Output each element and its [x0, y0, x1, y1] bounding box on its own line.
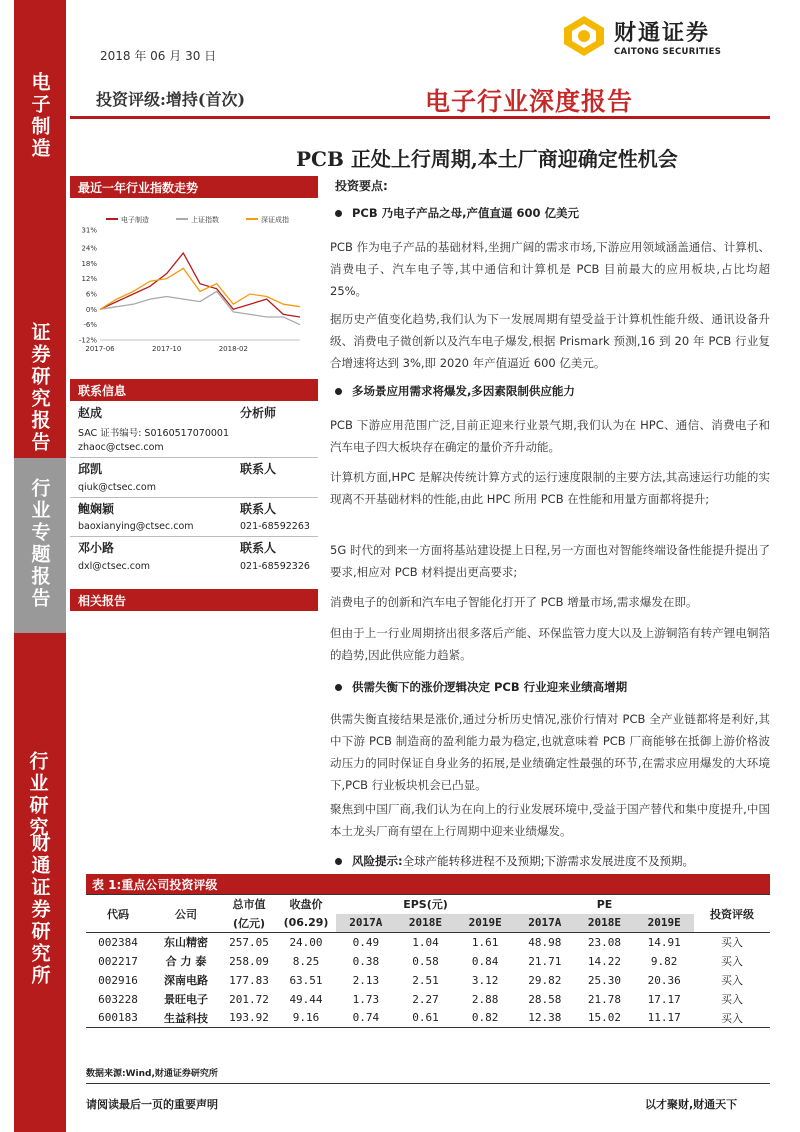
index-chart-svg [70, 208, 318, 358]
series-line [100, 291, 300, 324]
table-cell: 景旺电子 [164, 993, 208, 1006]
year-header: 2017A [336, 914, 396, 933]
table-cell: 257.05 [229, 935, 269, 949]
paragraph: PCB 下游应用范围广泛,目前正迎来行业景气期,我们认为在 HPC、通信、消费电子和汽车电子四大板块存在确定的量价齐升动能。 [330, 418, 770, 454]
paragraph: 消费电子的创新和汽车电子智能化打开了 PCB 增量市场,需求爆发在即。 [330, 595, 698, 609]
y-tick-label: 31% [81, 226, 97, 235]
sidebar-report-type [14, 300, 66, 458]
table-cell: 11.17 [647, 1011, 681, 1025]
table-cell: 0.38 [352, 954, 380, 968]
sidebar-category-text: 电子制造 [28, 72, 51, 160]
x-tick-label: 2017-10 [152, 345, 182, 353]
sidebar-report-type-text: 证券研究报告 [28, 322, 51, 454]
table-row [86, 971, 770, 990]
table-cell: 买入 [721, 974, 743, 987]
legend-label: 电子制造 [121, 216, 149, 224]
table-cell: 002384 [98, 935, 138, 949]
column-header: 收盘价 [289, 898, 323, 912]
table-cell: 21.71 [528, 954, 562, 968]
risk-warning [335, 853, 694, 869]
y-tick-label: -12% [78, 336, 97, 345]
table-cell: 9.16 [292, 1011, 320, 1025]
table-cell: 0.49 [352, 935, 380, 949]
table-cell: 63.51 [289, 973, 323, 987]
column-header: PE [596, 897, 613, 911]
contact-role: 联系人 [240, 462, 277, 476]
risk-label: 风险提示: [352, 854, 403, 868]
table-cell: 1.04 [412, 935, 439, 949]
table-cell: 23.08 [587, 935, 622, 949]
bullet-icon [335, 388, 342, 395]
table-cell: 15.02 [587, 1011, 622, 1025]
year-header: 2019E [455, 914, 515, 933]
table-cell: 2.51 [412, 973, 439, 987]
contact-name: 鲍娴颖 [78, 502, 115, 516]
paragraph: 计算机方面,HPC 是解决传统计算方式的运行速度限制的主要方法,其高速运行功能的实现离不开基础材料的性能,由此 HPC 所用 PCB 在性能和用量方面都将提升; [330, 470, 770, 506]
bullet-icon [335, 858, 342, 865]
table-cell: 177.83 [229, 973, 269, 987]
footer-disclaimer[interactable]: 请阅读最后一页的重要声明 [86, 1098, 218, 1111]
logo-english-name: CAITONG SECURITIES [614, 46, 722, 57]
table-cell: 深南电路 [164, 974, 208, 987]
paragraph: 但由于上一行业周期挤出很多落后产能、环保监管力度大以及上游铜箔有转产锂电铜箔的趋势,因此供应能力趋紧。 [330, 626, 770, 662]
column-header: (亿元) [232, 916, 266, 930]
sidebar-institute-text: 财通证券研究所 [28, 833, 51, 987]
table-cell: 29.82 [528, 973, 562, 987]
table-cell: 002916 [98, 973, 138, 987]
table-cell: 12.38 [528, 1011, 562, 1025]
table-cell: 603228 [98, 992, 138, 1006]
table-cell: 0.74 [352, 1011, 380, 1025]
y-tick-label: 6% [85, 290, 97, 299]
logo-emblem-icon [560, 14, 608, 58]
related-section-header: 相关报告 [70, 589, 318, 611]
bullet-point [335, 383, 575, 399]
bullet-point [335, 679, 627, 695]
contact-name: 邱凯 [78, 462, 103, 476]
column-header: 代码 [107, 907, 129, 921]
year-header: 2019E [634, 914, 694, 933]
company-rating-table [86, 874, 770, 1028]
bullet-icon [335, 684, 342, 691]
table-cell: 生益科技 [164, 1011, 208, 1025]
report-subtitle: PCB 正处上行周期,本土厂商迎确定性机会 [296, 147, 678, 171]
column-header: 投资评级 [710, 907, 754, 921]
table-cell: 17.17 [647, 992, 681, 1006]
table-cell: 0.84 [471, 954, 499, 968]
year-header: 2018E [575, 914, 635, 933]
y-tick-label: 18% [81, 259, 97, 268]
bullet-text: PCB 乃电子产品之母,产值直逼 600 亿美元 [352, 206, 580, 220]
table-cell: 201.72 [229, 992, 269, 1006]
table-row [86, 933, 770, 952]
contact-divider [70, 536, 318, 537]
column-header: 公司 [175, 907, 197, 921]
risk-text: 全球产能转移进程不及预期;下游需求发展进度不及预期。 [402, 854, 694, 868]
table-title: 表 1:重点公司投资评级 [86, 874, 770, 894]
table-cell: 24.00 [289, 935, 323, 949]
sidebar-institute [14, 833, 66, 987]
table-cell: 49.44 [289, 992, 323, 1006]
index-chart [70, 208, 318, 358]
table-cell: 买入 [721, 993, 743, 1006]
footer-slogan: 以才聚财,财通天下 [645, 1098, 738, 1111]
table-cell: 2.27 [412, 992, 439, 1006]
year-header: 2018E [396, 914, 456, 933]
table-cell: 1.73 [352, 992, 380, 1006]
contact-role: 联系人 [240, 541, 277, 555]
table-cell: 2.13 [352, 973, 380, 987]
paragraph: 据历史产值变化趋势,我们认为下一发展周期有望受益于计算机性能升级、通讯设备升级、消费电子微创新以及汽车电子爆发,根据 Prismark 预测,16 到 20 年 PCB 行业复合增速将达到 3%,即 2020 年产值逼近 600 亿美元。 [330, 312, 770, 370]
bullet-icon [335, 210, 342, 217]
table-row [86, 990, 770, 1009]
contact-divider [70, 497, 318, 498]
table-cell: 14.22 [587, 954, 622, 968]
table-cell: 600183 [98, 1011, 138, 1025]
y-tick-label: 24% [81, 244, 97, 253]
table-cell: 48.98 [528, 935, 562, 949]
table-cell: 002217 [98, 954, 138, 968]
contact-role: 分析师 [240, 406, 277, 420]
header-divider [70, 116, 770, 119]
legend-label: 深证成指 [261, 216, 289, 224]
contact-email[interactable]: zhaoc@ctsec.com [78, 442, 164, 453]
table-cell: 买入 [721, 1011, 743, 1025]
table-row [86, 1009, 770, 1028]
table-cell: 258.09 [229, 954, 269, 968]
column-header: (06.29) [283, 916, 329, 930]
legend-label: 上证指数 [191, 216, 219, 224]
table-cell: 0.82 [471, 1011, 499, 1025]
table-cell: 1.61 [471, 935, 499, 949]
sidebar-category [14, 0, 66, 300]
bullet-text: 供需失衡下的涨价逻辑决定 PCB 行业迎来业绩高增期 [352, 680, 628, 694]
sidebar-special [14, 458, 66, 633]
investment-rating: 投资评级:增持(首次) [96, 90, 246, 109]
y-tick-label: 0% [85, 305, 97, 314]
paragraph: PCB 作为电子产品的基础材料,坐拥广阔的需求市场,下游应用领域涵盖通信、计算机、消费电子、汽车电子等,其中通信和计算机是 PCB 目前最大的应用板块,占比均超 25%。 [330, 240, 770, 298]
key-points-label: 投资要点: [335, 179, 388, 193]
series-line [100, 253, 300, 317]
table-cell: 28.58 [528, 992, 562, 1006]
footer-divider [86, 1083, 770, 1084]
report-date: 2018 年 06 月 30 日 [100, 49, 217, 63]
contact-role: 联系人 [240, 502, 277, 516]
contact-email[interactable]: qiuk@ctsec.com [78, 482, 156, 493]
series-line [100, 268, 300, 309]
table-cell: 20.36 [647, 973, 681, 987]
contact-email[interactable]: baoxianying@ctsec.com [78, 521, 194, 532]
chart-section-header: 最近一年行业指数走势 [70, 176, 318, 198]
table-cell: 0.61 [412, 1011, 439, 1025]
x-tick-label: 2017-06 [85, 345, 115, 353]
table-cell: 9.82 [650, 954, 678, 968]
table-cell: 东山精密 [164, 936, 208, 950]
year-header: 2017A [515, 914, 575, 933]
table-cell: 0.58 [412, 954, 439, 968]
logo-chinese-name: 财通证券 [614, 19, 711, 46]
table-cell: 买入 [721, 936, 743, 950]
paragraph: 聚焦到中国厂商,我们认为在向上的行业发展环境中,受益于国产替代和集中度提升,中国本土龙头厂商有望在上行周期中迎来业绩爆发。 [330, 802, 770, 838]
table-cell: 合 力 泰 [165, 955, 207, 968]
column-header: EPS(元) [403, 898, 448, 912]
table-cell: 25.30 [587, 973, 622, 987]
report-title: 电子行业深度报告 [425, 87, 634, 116]
paragraph: 供需失衡直接结果是涨价,通过分析历史情况,涨价行情对 PCB 全产业链都将是利好,其中下游 PCB 制造商的盈利能力最为稳定,也就意味着 PCB 厂商能够在抵御上游价格波动压力的同时保证自身业务的拓展,是业绩确定性最强的环节,在需求应用爆发的大环境下,PCB 行业板块机会已凸显。 [330, 712, 770, 792]
table-cell: 3.12 [471, 973, 499, 987]
data-source: 数据来源:Wind,财通证券研究所 [86, 1069, 218, 1079]
table-cell: 21.78 [587, 992, 622, 1006]
table-cell: 193.92 [229, 1011, 269, 1025]
contact-phone: 021-68592263 [240, 521, 310, 532]
contact-cert: SAC 证书编号: S0160517070001 [78, 428, 230, 439]
contact-email[interactable]: dxl@ctsec.com [78, 561, 151, 572]
table-cell: 买入 [721, 955, 743, 968]
table-row [86, 952, 770, 971]
bullet-text: 多场景应用需求将爆发,多因素限制供应能力 [352, 384, 575, 398]
y-tick-label: 12% [81, 275, 97, 284]
contact-phone: 021-68592326 [240, 561, 310, 572]
table-body [86, 933, 770, 1028]
company-logo [560, 14, 721, 58]
x-tick-label: 2018-02 [218, 345, 248, 353]
table-cell: 2.88 [471, 992, 499, 1006]
contact-name: 邓小路 [78, 541, 115, 555]
table-cell: 14.91 [647, 935, 681, 949]
bullet-point [335, 205, 579, 221]
contact-divider [70, 457, 318, 458]
sidebar-special-text: 行业专题报告 [28, 478, 51, 610]
contact-name: 赵成 [78, 406, 103, 420]
y-tick-label: -6% [83, 321, 97, 330]
table-cell: 8.25 [292, 954, 320, 968]
sidebar-research-text: 行业研究 [26, 751, 49, 839]
column-header: 总市值 [232, 898, 266, 912]
paragraph: 5G 时代的到来一方面将基站建设提上日程,另一方面也对智能终端设备性能提升提出了要求,相应对 PCB 材料提出更高要求; [330, 543, 770, 579]
contact-section-header: 联系信息 [70, 379, 318, 401]
